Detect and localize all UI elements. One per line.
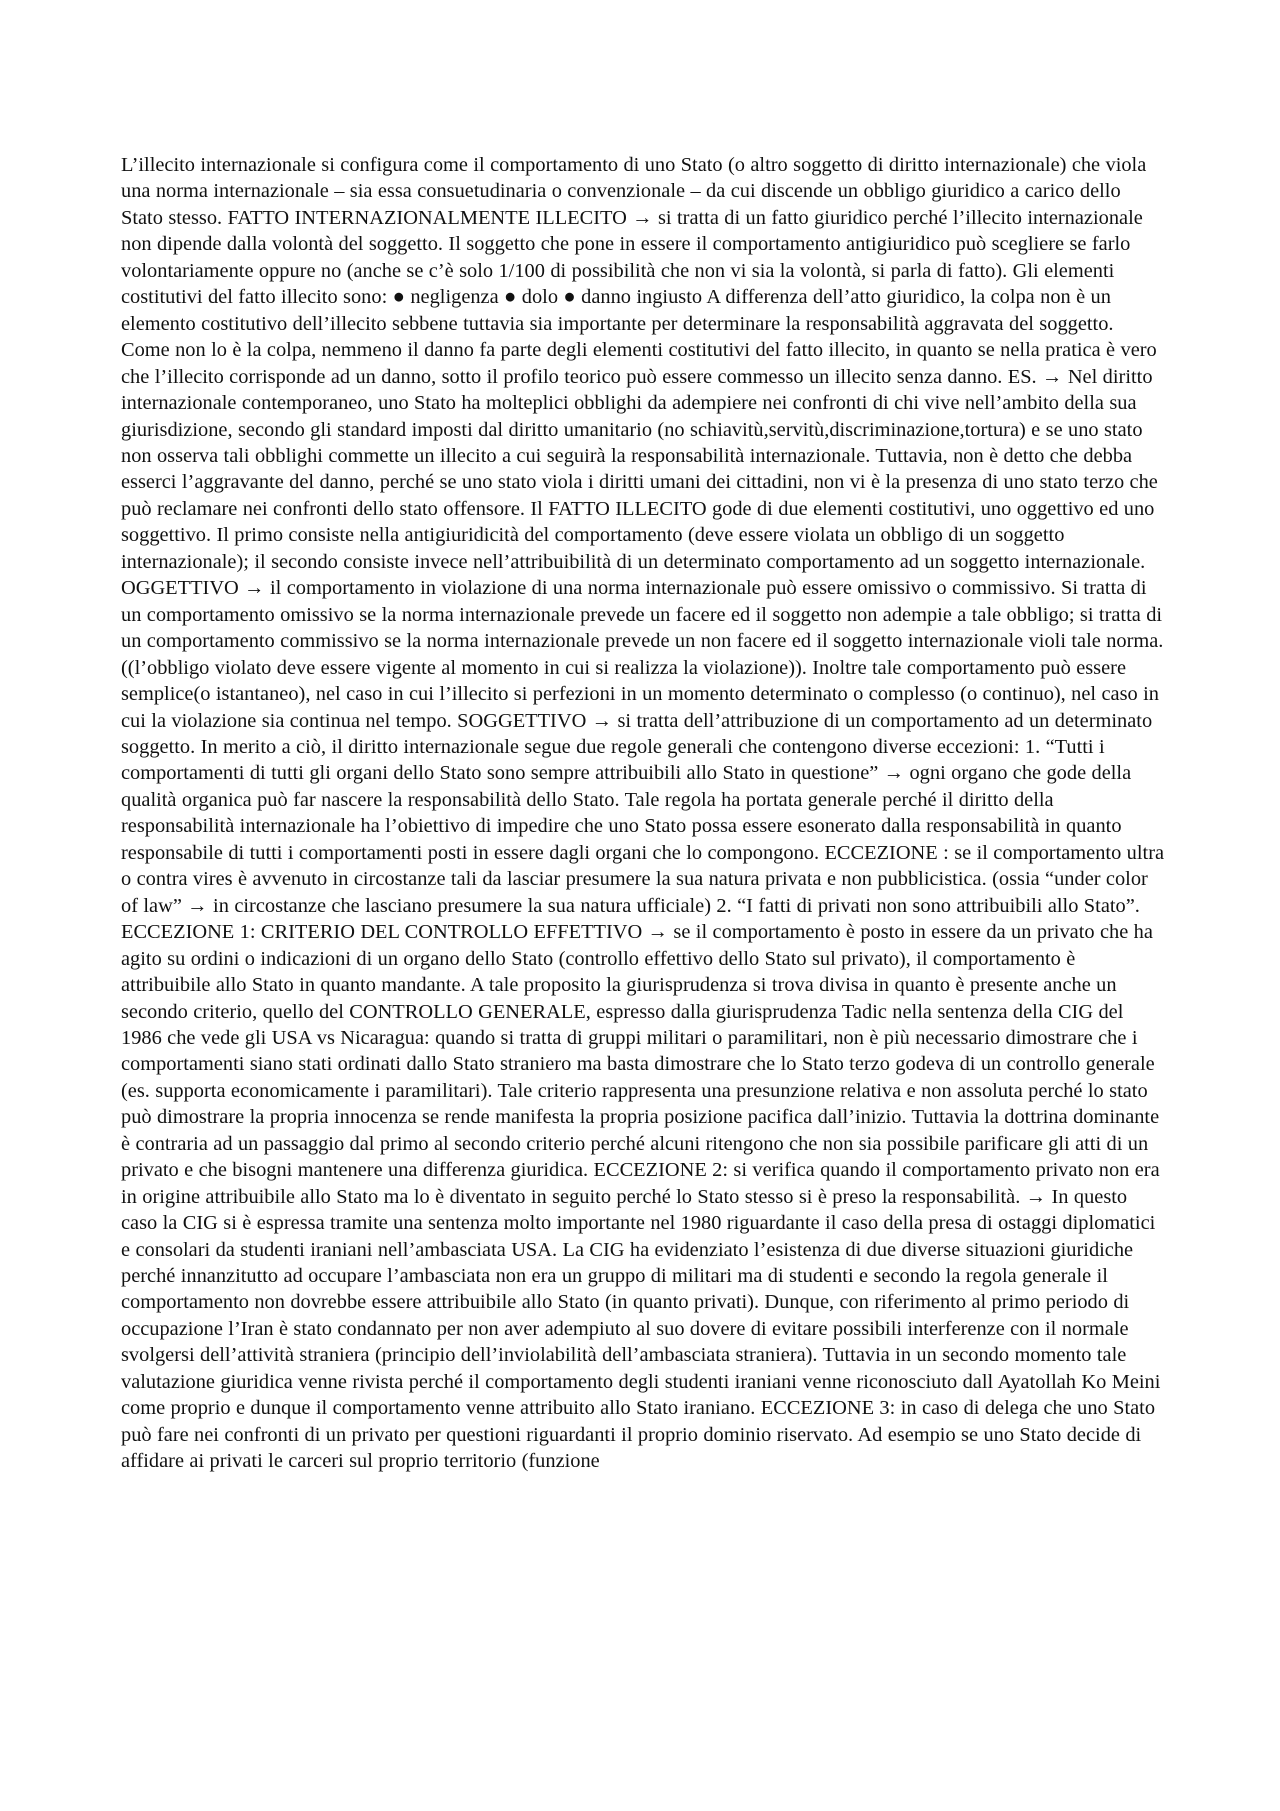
body-paragraph: L’illecito internazionale si configura come il comportamento di uno Stato (o altro soggetto di diritto internazionale) che viola una norma internazionale – sia essa consuetudinaria o convenzionale – da cui discende un obbligo giuridico a carico dello Stato stesso. FATTO INTERNAZIONALMENTE ILLECITO → si tratta di un fatto giuridico perché l’illecito internazionale non dipende dalla volontà del soggetto. Il soggetto che pone in essere il comportamento antigiuridico può scegliere se farlo volontariamente oppure no (anche se c’è solo 1/100 di possibilità che non vi sia la volontà, si parla di fatto). Gli elementi costitutivi del fatto illecito sono: ● negligenza ● dolo ● danno ingiusto A differenza dell’atto giuridico, la colpa non è un elemento costitutivo dell’illecito sebbene tuttavia sia importante per determinare la responsabilità aggravata del soggetto. Come non lo è la colpa, nemmeno il danno fa parte degli elementi costitutivi del fatto illecito, in quanto se nella pratica è vero che l’illecito corrisponde ad un danno, sotto il profilo teorico può essere commesso un illecito senza danno. ES. → Nel diritto internazionale contemporaneo, uno Stato ha molteplici obblighi da adempiere nei confronti di chi vive nell’ambito della sua giurisdizione, secondo gli standard imposti dal diritto umanitario (no schiavitù,servitù,discriminazione,tortura) e se uno stato non osserva tali obblighi commette un illecito a cui seguirà la responsabilità internazionale. Tuttavia, non è detto che debba esserci l’aggravante del danno, perché se uno stato viola i diritti umani dei cittadini, non vi è la presenza di uno stato terzo che può reclamare nei confronti dello stato offensore. Il FATTO ILLECITO gode di due elementi costitutivi, uno oggettivo ed uno soggettivo. Il primo consiste nella antigiuridicità del comportamento (deve essere violata un obbligo di un soggetto internazionale); il secondo consiste invece nell’attribuibilità di un determinato comportamento ad un soggetto internazionale. OGGETTIVO → il comportamento in violazione di una norma internazionale può essere omissivo o commissivo. Si tratta di un comportamento omissivo se la norma internazionale prevede un facere ed il soggetto non adempie a tale obbligo; si tratta di un comportamento commissivo se la norma internazionale prevede un non facere ed il soggetto internazionale violi tale norma. ((l’obbligo violato deve essere vigente al momento in cui si realizza la violazione)). Inoltre tale comportamento può essere semplice(o istantaneo), nel caso in cui l’illecito si perfezioni in un momento determinato o complesso (o continuo), nel caso in cui la violazione sia continua nel tempo. SOGGETTIVO → si tratta dell’attribuzione di un comportamento ad un determinato soggetto. In merito a ciò, il diritto internazionale segue due regole generali che contengono diverse eccezioni: 1. “Tutti i comportamenti di tutti gli organi dello Stato sono sempre attribuibili allo Stato in questione” → ogni organo che gode della qualità organica può far nascere la responsabilità dello Stato. Tale regola ha portata generale perché il diritto della responsabilità internazionale ha l’obiettivo di impedire che uno Stato possa essere esonerato dalla responsabilità in quanto responsabile di tutti i comportamenti posti in essere dagli organi che lo compongono. ECCEZIONE : se il comportamento ultra o contra vires è avvenuto in circostanze tali da lasciar presumere la sua natura privata e non pubblicistica. (ossia “under color of law” → in circostanze che lasciano presumere la sua natura ufficiale) 2. “I fatti di privati non sono attribuibili allo Stato”. ECCEZIONE 1: CRITERIO DEL CONTROLLO EFFETTIVO → se il comportamento è posto in essere da un privato che ha agito su ordini o indicazioni di un organo dello Stato (controllo effettivo dello Stato sul privato), il comportamento è attribuibile allo Stato in quanto mandante. A tale proposito la giurisprudenza si trova divisa in quanto è presente anche un secondo criterio, quello del CONTROLLO GENERALE, espresso dalla giurisprudenza Tadic nella sentenza della CIG del 1986 che vede gli USA vs Nicaragua: quando si tratta di gruppi militari o paramilitari, non è più necessario dimostrare che i comportamenti siano stati ordinati dallo Stato straniero ma basta dimostrare che lo Stato terzo godeva di un controllo generale (es. supporta economicamente i paramilitari). Tale criterio rappresenta una presunzione relativa e non assoluta perché lo stato può dimostrare la propria innocenza se rende manifesta la propria posizione pacifica dall’inizio. Tuttavia la dottrina dominante è contraria ad un passaggio dal primo al secondo criterio perché alcuni ritengono che non sia possibile parificare gli atti di un privato e che bisogni mantenere una differenza giuridica. ECCEZIONE 2: si verifica quando il comportamento privato non era in origine attribuibile allo Stato ma lo è diventato in seguito perché lo Stato stesso si è preso la responsabilità. → In questo caso la CIG si è espressa tramite una sentenza molto importante nel 1980 riguardante il caso della presa di ostaggi diplomatici e consolari da studenti iraniani nell’ambasciata USA. La CIG ha evidenziato l’esistenza di due diverse situazioni giuridiche perché innanzitutto ad occupare l’ambasciata non era un gruppo di militari ma di studenti e secondo la regola generale il comportamento non dovrebbe essere attribuibile allo Stato (in quanto privati). Dunque, con riferimento al primo periodo di occupazione l’Iran è stato condannato per non aver adempiuto al suo dovere di evitare possibili interferenze con il normale svolgersi dell’attività straniera (principio dell’inviolabilità dell’ambasciata straniera). Tuttavia in un secondo momento tale valutazione giuridica venne rivista perché il comportamento degli studenti iraniani venne riconosciuto dall Ayatollah Ko Meini come proprio e dunque il comportamento venne attribuito allo Stato iraniano. ECCEZIONE 3: in caso di delega che uno Stato può fare nei confronti di un privato per questioni riguardanti il proprio dominio riservato. Ad esempio se uno Stato decide di affidare ai privati le carceri sul proprio territorio (funzione <box>121 154 1165 1473</box>
